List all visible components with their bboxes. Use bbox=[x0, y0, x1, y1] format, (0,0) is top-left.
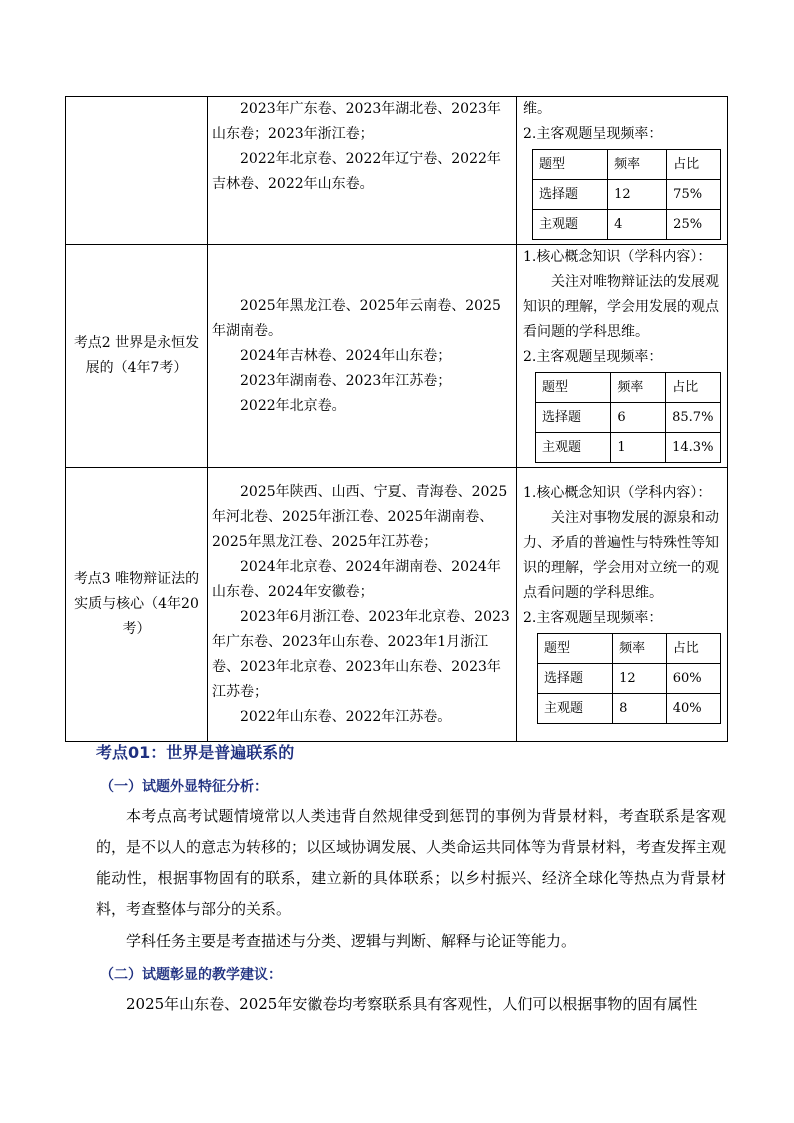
table-row bbox=[533, 180, 721, 210]
table-cell: 25% bbox=[667, 210, 721, 240]
table-cell: 选择题 bbox=[538, 664, 613, 694]
table-cell: 85.7% bbox=[666, 403, 721, 433]
table-cell: 8 bbox=[613, 694, 667, 724]
table-row bbox=[538, 634, 721, 664]
table-cell: 14.3% bbox=[666, 433, 721, 463]
table-row bbox=[536, 433, 721, 463]
header-cell: 频率 bbox=[611, 373, 666, 403]
freq-heading: 2.主客观题呈现频率： bbox=[523, 610, 663, 626]
topic-cell: 考点2 世界是永恒发展的（4年7考） bbox=[66, 245, 208, 468]
sources-line: 2024年吉林卷、2024年山东卷； bbox=[240, 347, 452, 364]
knowledge-cell bbox=[517, 468, 728, 742]
table-cell: 主观题 bbox=[533, 210, 608, 240]
table-cell: 6 bbox=[611, 403, 666, 433]
header-cell: 占比 bbox=[666, 373, 721, 403]
header-cell: 频率 bbox=[608, 150, 667, 180]
frequency-table bbox=[535, 372, 721, 463]
table-row bbox=[536, 403, 721, 433]
knowledge-heading: 1.核心概念知识（学科内容）： bbox=[523, 249, 712, 265]
table-row bbox=[66, 468, 728, 742]
sources-line: 2023年6月浙江卷、2023年北京卷、2023年广东卷、2023年山东卷、2023年1月浙江卷、2023年北京卷、2023年山东卷、2023年江苏卷； bbox=[212, 608, 510, 700]
table-cell: 4 bbox=[608, 210, 667, 240]
subsection-heading: （二）试题彰显的教学建议： bbox=[100, 967, 282, 983]
paragraph: 本考点高考试题情境常以人类违背自然规律受到惩罚的事例为背景材料，考查联系是客观的，是不以人的意志为转移的；以区域协调发展、人类命运共同体等为背景材料，考查发挥主观能动性，根据事物固有的联系，建立新的具体联系；以乡村振兴、经济全球化等热点为背景材料，考查整体与部分的关系。 bbox=[96, 807, 727, 918]
table-cell: 12 bbox=[608, 180, 667, 210]
knowledge-text: 维。 bbox=[523, 101, 551, 117]
table-row bbox=[536, 373, 721, 403]
sources-cell bbox=[208, 468, 517, 742]
paragraph: 2025年山东卷、2025年安徽卷均考察联系具有客观性，人们可以根据事物的固有属性 bbox=[126, 995, 698, 1013]
table-row bbox=[538, 694, 721, 724]
table-cell: 12 bbox=[613, 664, 667, 694]
sources-cell bbox=[208, 97, 517, 245]
knowledge-text: 关注对唯物辩证法的发展观知识的理解，学会用发展的观点看问题的学科思维。 bbox=[523, 274, 719, 340]
subsection-heading: （一）试题外显特征分析： bbox=[100, 779, 268, 795]
knowledge-cell bbox=[517, 245, 728, 468]
table-cell: 主观题 bbox=[536, 433, 611, 463]
sources-cell bbox=[208, 245, 517, 468]
section-title: 考点01：世界是普遍联系的 bbox=[96, 743, 295, 762]
sources-line: 2025年陕西、山西、宁夏、青海卷、2025年河北卷、2025年浙江卷、2025年湖南卷、2025年黑龙江卷、2025年江苏卷； bbox=[212, 483, 508, 550]
exam-topic-table bbox=[65, 96, 728, 742]
knowledge-text: 关注对事物发展的源泉和动力、矛盾的普遍性与特殊性等知识的理解，学会用对立统一的观点看问题的学科思维。 bbox=[523, 510, 719, 601]
topic-cell bbox=[66, 97, 208, 245]
header-cell: 频率 bbox=[613, 634, 667, 664]
table-cell: 选择题 bbox=[536, 403, 611, 433]
frequency-table bbox=[537, 633, 721, 724]
paragraph: 学科任务主要是考查描述与分类、逻辑与判断、解释与论证等能力。 bbox=[126, 932, 577, 950]
table-row bbox=[66, 97, 728, 245]
header-cell: 题型 bbox=[533, 150, 608, 180]
sources-line: 2022年山东卷、2022年江苏卷。 bbox=[240, 708, 452, 725]
table-cell: 主观题 bbox=[538, 694, 613, 724]
frequency-table bbox=[532, 149, 721, 240]
sources-line: 2023年广东卷、2023年湖北卷、2023年山东卷；2023年浙江卷； bbox=[212, 101, 501, 142]
table-cell: 选择题 bbox=[533, 180, 608, 210]
sources-line: 2022年北京卷、2022年辽宁卷、2022年吉林卷、2022年山东卷。 bbox=[212, 151, 501, 192]
table-row bbox=[533, 210, 721, 240]
knowledge-cell bbox=[517, 97, 728, 245]
sources-line: 2023年湖南卷、2023年江苏卷； bbox=[240, 372, 452, 389]
knowledge-heading: 1.核心概念知识（学科内容）： bbox=[523, 485, 712, 501]
table-row bbox=[538, 664, 721, 694]
table-cell: 1 bbox=[611, 433, 666, 463]
table-row bbox=[66, 245, 728, 468]
freq-heading: 2.主客观题呈现频率： bbox=[523, 126, 663, 142]
table-cell: 60% bbox=[666, 664, 720, 694]
header-cell: 题型 bbox=[536, 373, 611, 403]
topic-cell: 考点3 唯物辩证法的实质与核心（4年20考） bbox=[66, 468, 208, 742]
header-cell: 占比 bbox=[667, 150, 721, 180]
sources-line: 2024年北京卷、2024年湖南卷、2024年山东卷、2024年安徽卷； bbox=[212, 558, 501, 600]
table-cell: 40% bbox=[666, 694, 720, 724]
sources-line: 2025年黑龙江卷、2025年云南卷、2025年湖南卷。 bbox=[212, 297, 501, 339]
header-cell: 占比 bbox=[666, 634, 720, 664]
table-row bbox=[533, 150, 721, 180]
table-cell: 75% bbox=[667, 180, 721, 210]
freq-heading: 2.主客观题呈现频率： bbox=[523, 349, 663, 365]
header-cell: 题型 bbox=[538, 634, 613, 664]
sources-line: 2022年北京卷。 bbox=[240, 397, 346, 414]
